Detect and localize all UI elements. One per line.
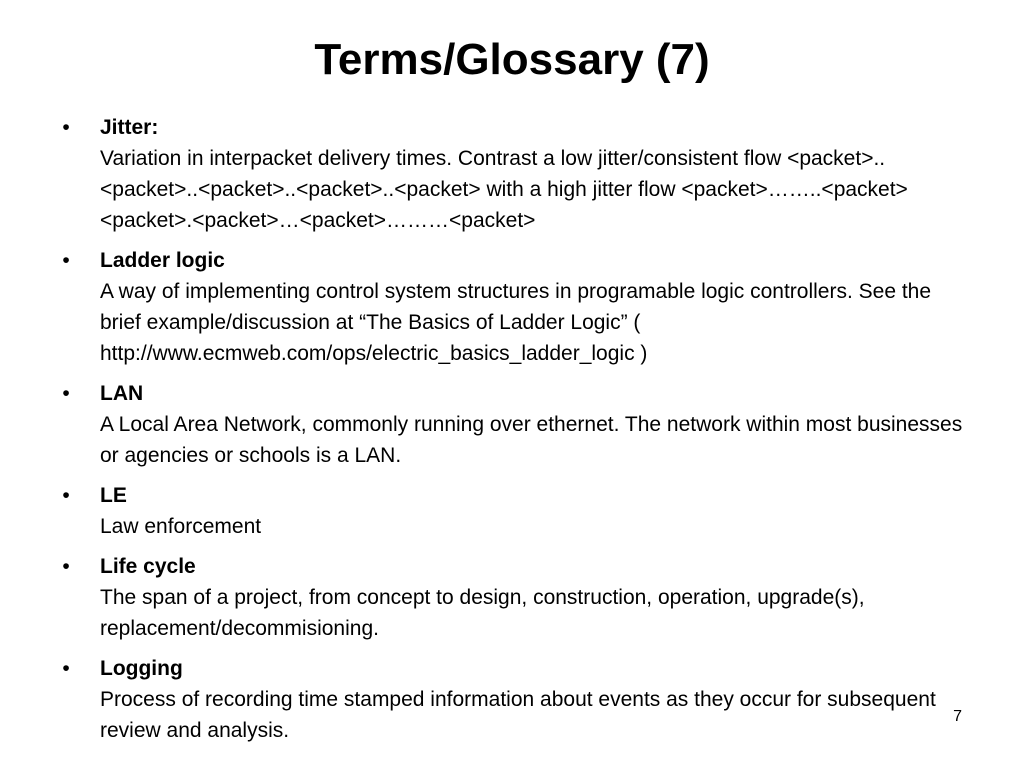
glossary-item-lan: [56, 378, 976, 471]
term-definition: A way of implementing control system structures in programable logic controllers. See the brief example/discussion at “The Basics of Ladder Logic” ( http://www.ecmweb.com/ops/electric_basics_ladder_logic ): [100, 280, 932, 365]
glossary-item-ladder-logic: [56, 245, 976, 369]
term-definition: A Local Area Network, commonly running over ethernet. The network within most businesses or agencies or schools is a LAN.: [100, 413, 963, 467]
page-number: 7: [953, 708, 962, 725]
glossary-item-jitter: [56, 112, 976, 236]
term-name: Life cycle: [100, 555, 196, 578]
bullet-icon: •: [62, 484, 70, 507]
glossary-item-life-cycle: [56, 551, 976, 644]
term-name: Ladder logic: [100, 249, 225, 272]
bullet-icon: •: [62, 249, 70, 272]
bullet-icon: •: [62, 555, 70, 578]
glossary-item-le: [56, 480, 976, 542]
bullet-icon: •: [62, 657, 70, 680]
bullet-icon: •: [62, 382, 70, 405]
page-title: Terms/Glossary (7): [314, 35, 710, 84]
term-name: Jitter:: [100, 116, 159, 139]
glossary-item-logging: [56, 653, 976, 746]
glossary-list: [56, 112, 976, 755]
term-definition: Law enforcement: [100, 515, 262, 538]
term-name: Logging: [100, 657, 183, 680]
term-definition: The span of a project, from concept to design, construction, operation, upgrade(s), replacement/decommisioning.: [100, 586, 865, 640]
term-name: LAN: [100, 382, 144, 405]
term-definition: Process of recording time stamped information about events as they occur for subsequent review and analysis.: [100, 688, 936, 742]
bullet-icon: •: [62, 116, 70, 139]
term-definition: Variation in interpacket delivery times. Contrast a low jitter/consistent flow <packet>..<packet>..<packet>..<packet>..<packet> with a high jitter flow <packet>……..<packet><packet>.<packet>…<packet>………<packet>: [100, 147, 908, 232]
term-name: LE: [100, 484, 127, 507]
